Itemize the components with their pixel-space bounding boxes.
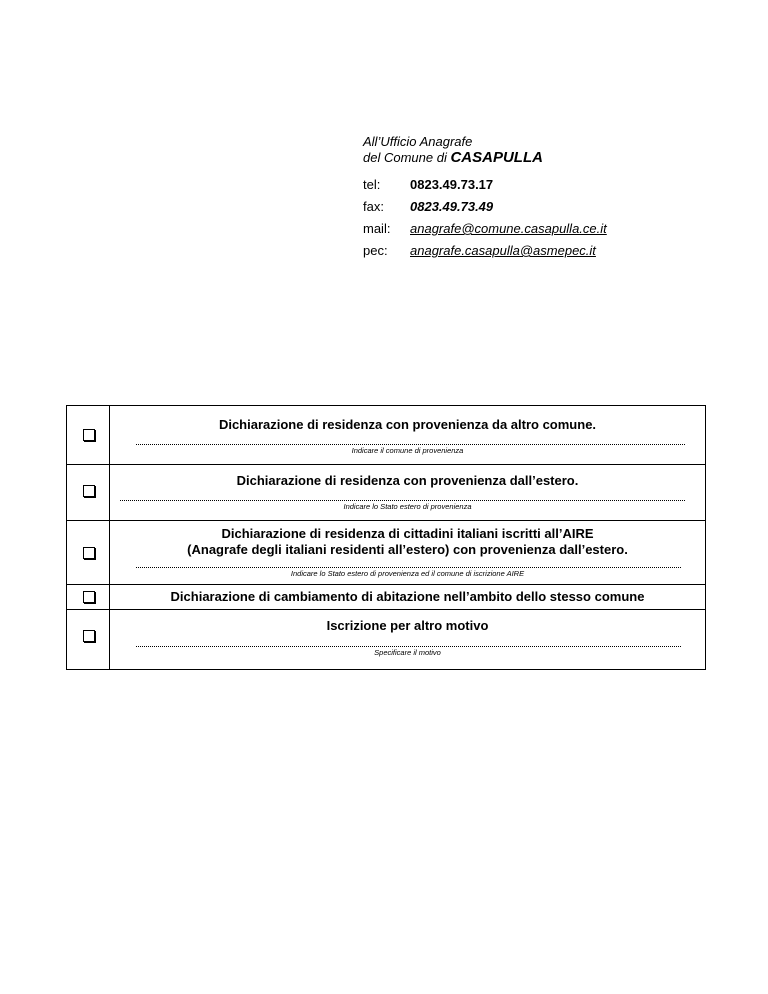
- fill-line[interactable]: [136, 567, 681, 568]
- option-checkbox[interactable]: [83, 591, 95, 603]
- option-row-estero: [67, 464, 705, 520]
- fill-line[interactable]: [120, 500, 685, 501]
- option-body: [110, 585, 705, 609]
- contact-value: 0823.49.73.17: [410, 177, 494, 192]
- checkbox-cell: [67, 585, 110, 609]
- option-checkbox[interactable]: [83, 429, 95, 441]
- recipient-office: All’Ufficio Anagrafe: [363, 134, 473, 149]
- option-body: [110, 610, 705, 669]
- option-title-line1: Dichiarazione di residenza di cittadini italiani iscritti all’AIRE: [221, 526, 594, 541]
- option-row-cambio-abitazione: [67, 584, 705, 609]
- option-body: [110, 465, 705, 520]
- contact-value: 0823.49.73.49: [410, 199, 494, 214]
- option-body: [110, 406, 705, 464]
- contact-label: fax:: [363, 199, 384, 214]
- option-checkbox[interactable]: [83, 630, 95, 642]
- option-checkbox[interactable]: [83, 485, 95, 497]
- option-hint: Indicare lo Stato estero di provenienza ed il comune di iscrizione AIRE: [290, 569, 525, 578]
- recipient-address: [363, 134, 543, 166]
- option-title-line2: (Anagrafe degli italiani residenti all’estero) con provenienza dall’estero.: [187, 542, 628, 557]
- recipient-comune-line: [363, 150, 543, 166]
- checkbox-cell: [67, 406, 110, 464]
- checkbox-cell: [67, 610, 110, 669]
- option-title: Dichiarazione di cambiamento di abitazione nell’ambito dello stesso comune: [170, 589, 645, 604]
- checkbox-cell: [67, 465, 110, 520]
- option-row-aire: [67, 520, 705, 584]
- mail-link[interactable]: anagrafe@comune.casapulla.ce.it: [410, 221, 607, 236]
- option-body: [110, 521, 705, 584]
- declaration-options-table: [66, 405, 706, 670]
- option-hint: Indicare il comune di provenienza: [351, 446, 464, 455]
- fill-line[interactable]: [136, 646, 681, 647]
- contact-label: pec:: [363, 243, 388, 258]
- recipient-comune-prefix: del Comune di: [363, 150, 447, 165]
- checkbox-cell: [67, 521, 110, 584]
- option-hint: Indicare lo Stato estero di provenienza: [343, 502, 472, 511]
- contact-label: tel:: [363, 177, 381, 192]
- option-row-altro-comune: [67, 406, 705, 464]
- option-row-altro-motivo: [67, 609, 705, 669]
- option-title: Iscrizione per altro motivo: [326, 618, 489, 633]
- comune-name: CASAPULLA: [450, 149, 543, 166]
- option-title: Dichiarazione di residenza con provenienza da altro comune.: [218, 417, 597, 432]
- contact-label: mail:: [363, 221, 391, 236]
- pec-link[interactable]: anagrafe.casapulla@asmepec.it: [410, 243, 596, 258]
- option-hint: Specificare il motivo: [374, 648, 441, 657]
- fill-line[interactable]: [136, 444, 685, 445]
- option-title: Dichiarazione di residenza con provenienza dall’estero.: [236, 473, 579, 488]
- option-checkbox[interactable]: [83, 547, 95, 559]
